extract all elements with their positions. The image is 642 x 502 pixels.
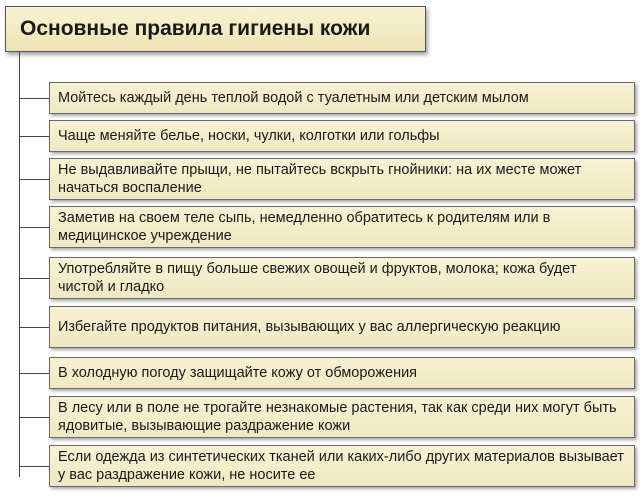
connector-branch <box>19 327 49 328</box>
rule-box <box>49 158 635 200</box>
rule-text: Мойтесь каждый день теплой водой с туалетным или детским мылом <box>58 90 529 106</box>
connector-branch <box>19 136 49 137</box>
connector-branch <box>19 227 49 228</box>
rule-box <box>49 445 635 487</box>
connector-branch <box>19 179 49 180</box>
rule-box <box>49 396 635 438</box>
rule-box <box>49 357 635 389</box>
connector-branch <box>19 98 49 99</box>
rule-text: Употребляйте в пищу больше свежих овощей и фруктов, молока; кожа будет чистой и гладко <box>58 261 577 295</box>
connector-branch <box>19 278 49 279</box>
rule-box <box>49 120 635 152</box>
diagram-title: Основные правила гигиены кожи <box>20 17 371 40</box>
rule-text: Если одежда из синтетических тканей или каких-либо других материалов вызывает у вас раздражение кожи, не носите ее <box>58 449 624 483</box>
rule-box <box>49 306 635 348</box>
rule-box <box>49 257 635 299</box>
rule-box <box>49 206 635 248</box>
rule-text: В холодную погоду защищайте кожу от обморожения <box>58 365 418 381</box>
rule-text: В лесу или в поле не трогайте незнакомые растения, так как среди них могут быть ядовитые, вызывающие раздражение кожи <box>58 400 617 434</box>
connector-branch <box>19 417 49 418</box>
connector-branch <box>19 373 49 374</box>
rule-text: Не выдавливайте прыщи, не пытайтесь вскрыть гнойники: на их месте может начаться воспаление <box>58 162 582 196</box>
rule-text: Избегайте продуктов питания, вызывающих у вас аллергическую реакцию <box>58 319 561 335</box>
rule-text: Заметив на своем теле сыпь, немедленно обратитесь к родителям или в медицинское учреждение <box>58 210 551 244</box>
connector-branch <box>19 466 49 467</box>
rule-text: Чаще меняйте белье, носки, чулки, колготки или гольфы <box>58 128 440 144</box>
rule-box <box>49 82 635 114</box>
